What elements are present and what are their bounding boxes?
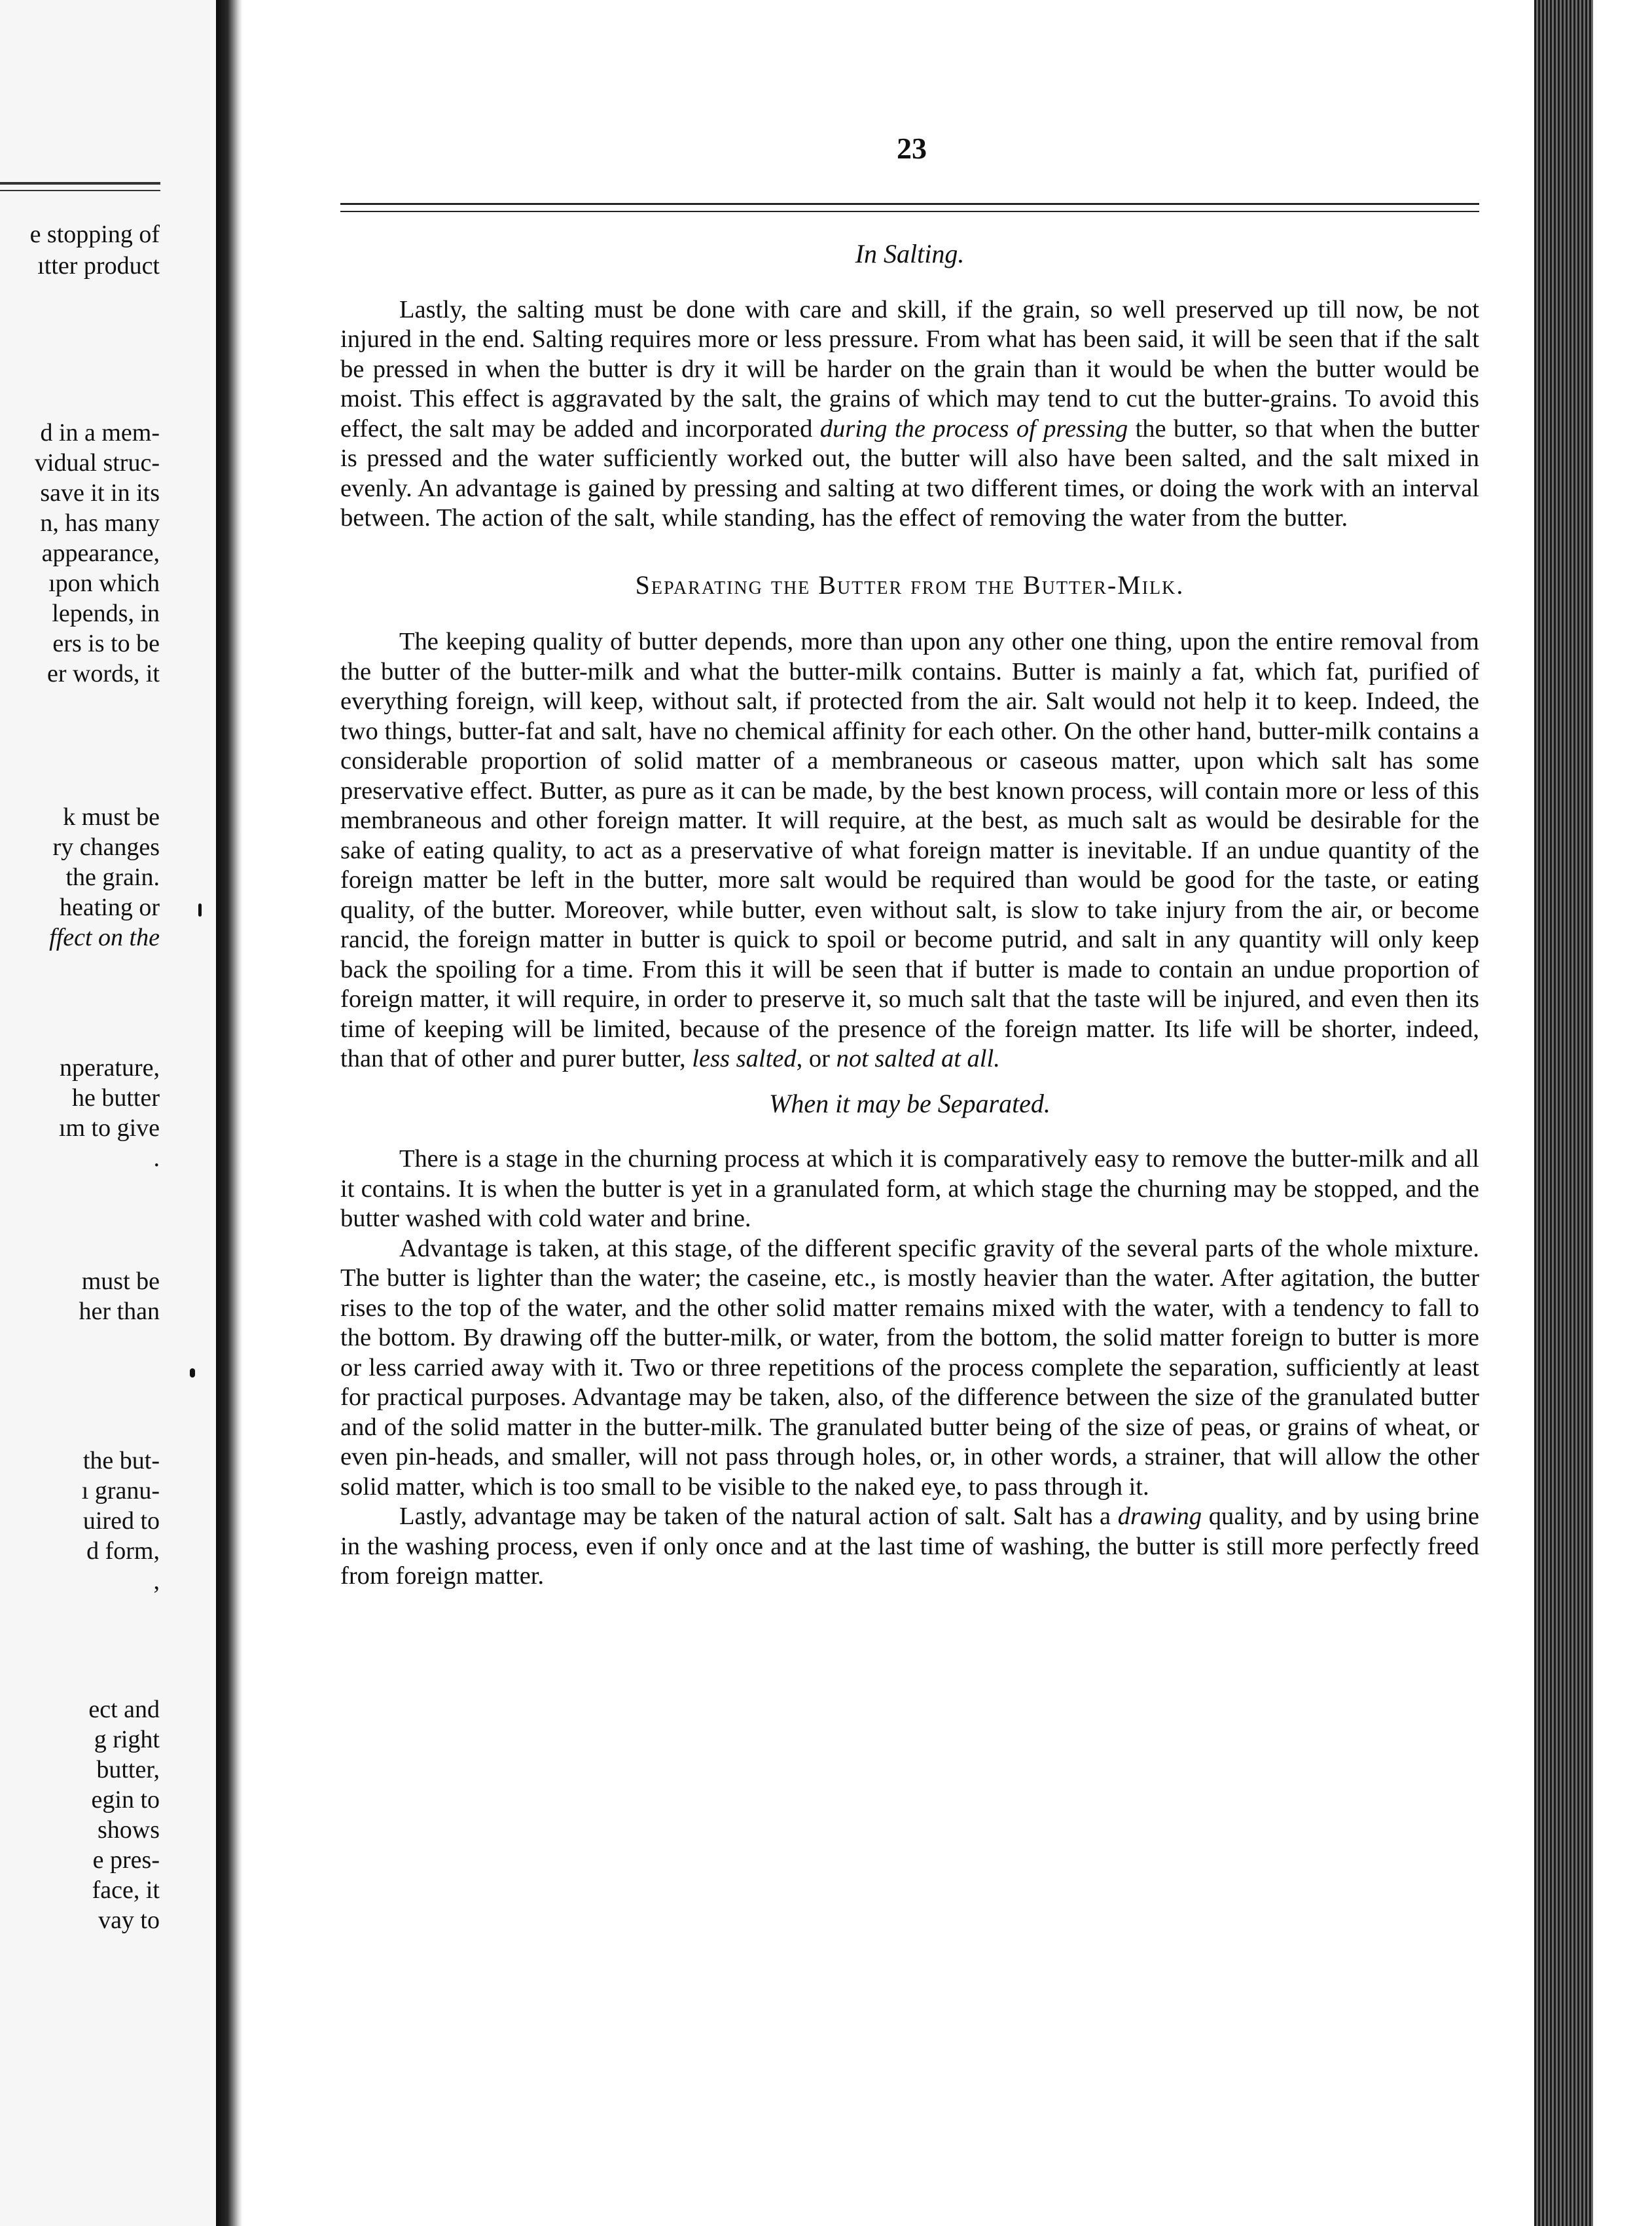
left-page-line: ry changes [52,833,160,861]
left-page-line: the grain. [65,864,160,891]
left-page-line: uired to [82,1507,160,1535]
paragraph-specific-gravity: Advantage is taken, at this stage, of the different specific gravity of the several parts of the whole mixture. The butter is lighter than the water; the caseine, etc., is mostly heavier than the water. After agitation, the butter rises to the top of the water, and the other solid matter remains mixed with the water, with a tendency to fall to the bottom. By drawing off the butter-milk, or water, from the bottom, the solid matter foreign to butter is more or less carried away with it. Two or three repetitions of the process complete the separation, sufficiently at least for practical purposes. Advantage may be taken, also, of the difference between the size of the granulated butter and of the solid matter in the butter-milk. The granulated butter being of the size of peas, or grains of wheat, or even pin-heads, and smaller, will not pass through holes, or, in other words, a strainer, that will allow the other solid matter, which is too small to be visible to the naked eye, to pass through it. [340,1234,1479,1501]
left-page-fragment [0,0,216,2226]
left-page-line: shows [97,1816,160,1844]
left-page-line: , [153,1567,160,1595]
left-page-line: heating or [59,894,160,921]
left-page-line: n, has many [40,509,160,537]
left-page-line: nperature, [60,1054,160,1082]
paragraph-italic-text: less salted [692,1045,797,1072]
left-page-line: d in a mem- [40,419,160,447]
left-page-line: ect and [88,1696,160,1723]
left-page-line: face, it [92,1876,160,1904]
left-page-line: he butter [71,1084,160,1112]
paragraph-italic-text: during the process of pressing [819,414,1128,443]
left-header-rule [0,182,160,185]
left-page-line: her than [79,1298,160,1325]
paragraph-italic-text: not salted at all. [836,1045,1000,1072]
paragraph-keeping-quality [340,627,1479,1074]
left-page-line: ffect on the [49,924,160,951]
page-edge [1534,0,1593,2226]
section-title-when-separated: When it may be Separated. [769,1088,1050,1118]
ink-speck [190,1368,195,1378]
ink-speck [198,903,202,917]
left-page-line: lepends, in [52,600,160,627]
left-page-line: appearance, [41,539,160,567]
left-header-rule-thin [0,190,160,191]
left-page-line: er words, it [46,660,160,687]
left-page-line: ı granu- [81,1477,160,1505]
page-number: 23 [897,132,927,165]
paragraph-text: The keeping quality of butter depends, more than upon any other one thing, upon the entire removal from the butter of the butter-milk and what the butter-milk contains. Butter is mainly a fat, which fat, purified of everything foreign, will keep, without salt, if protected from the air. Salt would not help it to keep. Indeed, the two things, butter-fat and salt, have no chemical affinity for each other. On the other hand, butter-milk contains a considerable proportion of solid matter of a membraneous or caseous matter, upon which salt has some preservative effect. Butter, as pure as it can be made, by the best known process, will contain more or less of this membraneous and other foreign matter. It will require, at the best, as much salt as would be desirable for the sake of eating quality, to act as a preservative of what foreign matter is inevitable. If an undue quantity of the foreign matter be left in the butter, more salt would be required than would be good for the taste, or eating quality, of the butter. Moreover, while butter, even without salt, is slow to take injury from the air, or become rancid, the foreign matter in butter is quick to spoil or become putrid, and salt in any quantity will only keep back the spoiling for a time. From this it will be seen that if butter is made to contain an undue proportion of foreign matter, it will require, in order to preserve it, so much salt that the taste will be injured, and even then its time of keeping will be limited, because of the presence of the foreign matter. Its life will be shorter, indeed, than that of other and purer butter, [340,628,1479,1072]
left-page-line: egin to [91,1786,160,1814]
left-page-line: g right [94,1726,160,1753]
section-heading-separating: Separating the Butter from the Butter-Milk. [635,570,1185,600]
left-page-line: . [153,1144,160,1172]
left-page-line: e stopping of [29,221,160,248]
left-page-line: d form, [86,1537,160,1565]
section-title-in-salting: In Salting. [855,239,965,268]
left-page-line: butter, [96,1756,160,1783]
left-page-line: vay to [98,1907,160,1934]
left-page-line: ers is to be [52,630,160,657]
paragraph-text: , or [796,1045,836,1072]
paragraph-italic-text: drawing [1117,1503,1202,1530]
left-page-line: ım to give [58,1114,160,1142]
left-page-line: vidual struc- [34,449,160,477]
left-page-line: save it in its [40,479,160,507]
page-content [340,239,1479,1592]
left-page-line: must be [81,1268,160,1295]
left-page-line: ıpon which [48,570,160,597]
paragraph-action-of-salt [340,1502,1479,1592]
paragraph-text: quality, and by using brine in the washing process, even if only once and at the last time of washing, the butter is still more perfectly freed from foreign matter. [340,1503,1479,1590]
left-page-line: k must be [63,803,160,831]
left-page-line: ıtter product [37,252,160,280]
book-gutter [216,0,242,2226]
paragraph-churning-stage: There is a stage in the churning process at which it is comparatively easy to remove the butter-milk and all it contains. It is when the butter is yet in a granulated form, at which stage the churning may be stopped, and the butter washed with cold water and brine. [340,1145,1479,1232]
header-rule [340,203,1479,205]
paragraph-salting [340,295,1479,534]
left-page-line: e pres- [92,1846,160,1874]
header-rule-thin [340,211,1479,212]
paragraph-text: Lastly, advantage may be taken of the natural action of salt. Salt has a [399,1503,1118,1530]
paragraph-text: Lastly, the salting must be done with care and skill, if the grain, so well preserved up till now, be not injured in the end. Salting requires more or less pressure. From what has been said, it will be seen that if the salt be pressed in when the butter is dry it will be harder on the grain than it would be when the butter would be moist. This effect is aggravated by the salt, the grains of which may tend to cut the butter-grains. To avoid this effect, the salt may be added and incorporated [340,295,1479,443]
left-page-line: the but- [82,1447,160,1474]
paragraph-text: the butter, so that when the butter is pressed and the water sufficiently worked out, the butter will also have been salted, and the salt mixed in evenly. An advantage is gained by pressing and salting at two different times, or doing the work with an interval between. The action of the salt, while standing, has the effect of removing the water from the butter. [340,414,1479,532]
